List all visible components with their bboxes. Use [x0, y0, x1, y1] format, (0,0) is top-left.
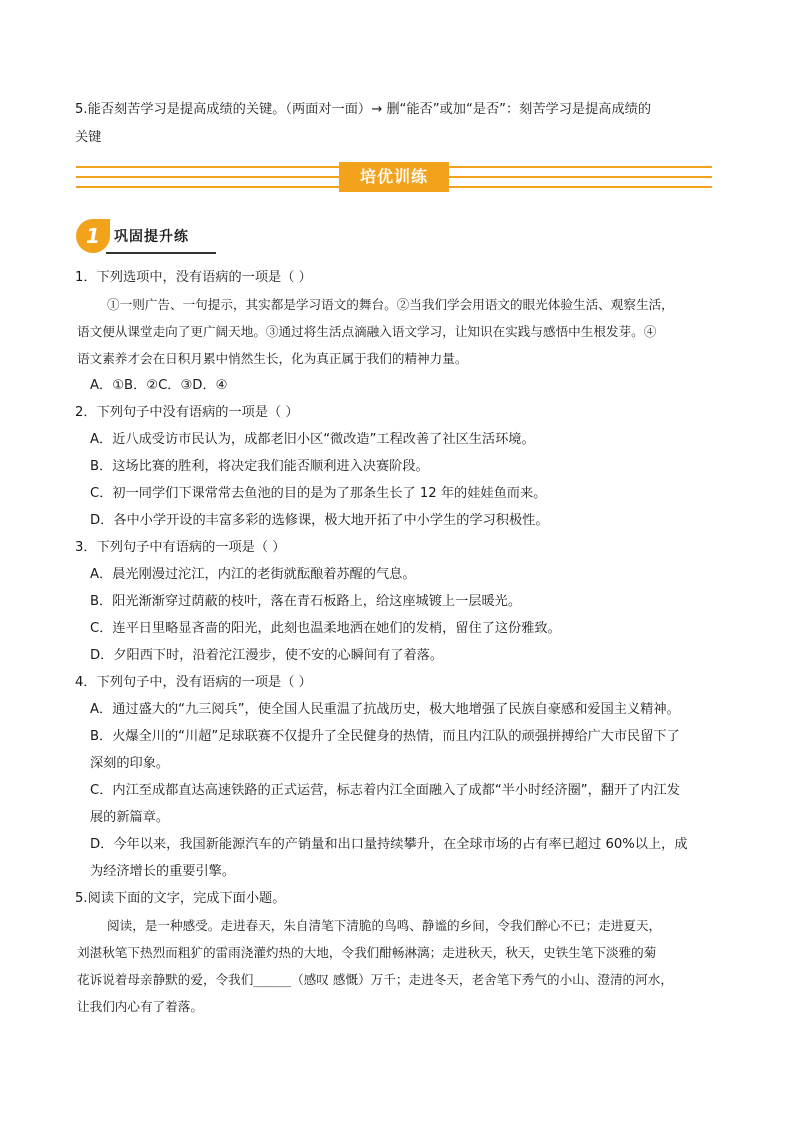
question-stem: 3．下列句子中有语病的一项是（ ）	[75, 540, 286, 555]
option-c	[90, 777, 725, 831]
passage-line: 花诉说着母亲静默的爱，令我们______（感叹 感慨）万千；走进冬天，老舍笔下秀气的小山、澄清的河水，	[77, 972, 673, 987]
option-d: D．夕阳西下时，沿着沱江漫步，使不安的心瞬间有了着落。	[90, 648, 444, 663]
option-d: D．各中小学开设的丰富多彩的选修课，极大地开拓了中小学生的学习积极性。	[90, 513, 549, 528]
option-b	[90, 723, 725, 777]
passage-line: 语文素养才会在日积月累中悄然生长，化为真正属于我们的精神力量。	[77, 351, 468, 366]
question-stem: 5.阅读下面的文字，完成下面小题。	[75, 891, 286, 906]
option-line: 深刻的印象。	[90, 756, 170, 771]
option-line: C．内江至成都直达高速铁路的正式运营，标志着内江全面融入了成都“半小时经济圈”，翻开了内江发	[90, 783, 680, 798]
option-line: A．通过盛大的“九三阅兵”，使全国人民重温了抗战历史，极大地增强了民族自豪感和爱国主义精神。	[90, 702, 680, 717]
question-stem: 4．下列句子中，没有语病的一项是（ ）	[75, 675, 312, 690]
intro-paragraph	[75, 96, 725, 152]
passage-line: ①一则广告、一句提示，其实都是学习语文的舞台。②当我们学会用语文的眼光体验生活、观察生活，	[107, 297, 674, 312]
passage-line: 阅读，是一种感受。走进春天，朱自清笔下清脆的鸟鸣、静谧的乡间，令我们醉心不已；走进夏天，	[107, 918, 662, 933]
question-stem: 2．下列句子中没有语病的一项是（ ）	[75, 405, 299, 420]
questions	[75, 264, 725, 1020]
option-a	[90, 696, 725, 723]
intro-line: 关键	[75, 130, 102, 145]
option-d	[90, 831, 725, 885]
passage-line: 语文便从课堂走向了更广阔天地。③通过将生活点滴融入语文学习，让知识在实践与感悟中生根发芽。④	[77, 324, 657, 339]
section-underline	[106, 252, 216, 254]
option-line: 展的新篇章。	[90, 810, 170, 825]
passage-line: 让我们内心有了着落。	[77, 999, 203, 1014]
section-header	[76, 219, 216, 253]
intro-line: 5.能否刻苦学习是提高成绩的关键。（两面对一面）→ 删“能否”或加“是否”：刻苦学习是提高成绩的	[75, 102, 652, 117]
option-line: D．今年以来，我国新能源汽车的产销量和出口量持续攀升，在全球市场的占有率已超过 60%以上，成	[90, 837, 688, 852]
question-options: A．①B．②C．③D．④	[90, 378, 228, 393]
section-banner	[76, 162, 712, 192]
option-a: A．晨光刚漫过沱江，内江的老街就酝酿着苏醒的气息。	[90, 567, 416, 582]
option-line: B．火爆全川的“川超”足球联赛不仅提升了全民健身的热情，而且内江队的顽强拼搏给广大市民留下了	[90, 729, 680, 744]
option-line: 为经济增长的重要引擎。	[90, 864, 236, 879]
option-b: B．阳光渐渐穿过荫蔽的枝叶，落在青石板路上，给这座城镀上一层暖光。	[90, 594, 522, 609]
question-stem: 1．下列选项中，没有语病的一项是（ ）	[75, 270, 312, 285]
banner-label: 培优训练	[339, 162, 449, 192]
section-number-badge: 1	[76, 219, 110, 253]
option-b: B．这场比赛的胜利，将决定我们能否顺利进入决赛阶段。	[90, 459, 429, 474]
option-c: C．初一同学们下课常常去鱼池的目的是为了那条生长了 12 年的娃娃鱼而来。	[90, 486, 547, 501]
option-a: A．近八成受访市民认为，成都老旧小区“微改造”工程改善了社区生活环境。	[90, 432, 535, 447]
option-c: C．连平日里略显吝啬的阳光，此刻也温柔地洒在她们的发梢，留住了这份雅致。	[90, 621, 561, 636]
passage-line: 刘湛秋笔下热烈而粗犷的雷雨浇灌灼热的大地，令我们酣畅淋漓；走进秋天，秋天，史铁生笔下淡雅的菊	[77, 945, 657, 960]
section-title: 巩固提升练	[114, 229, 189, 245]
